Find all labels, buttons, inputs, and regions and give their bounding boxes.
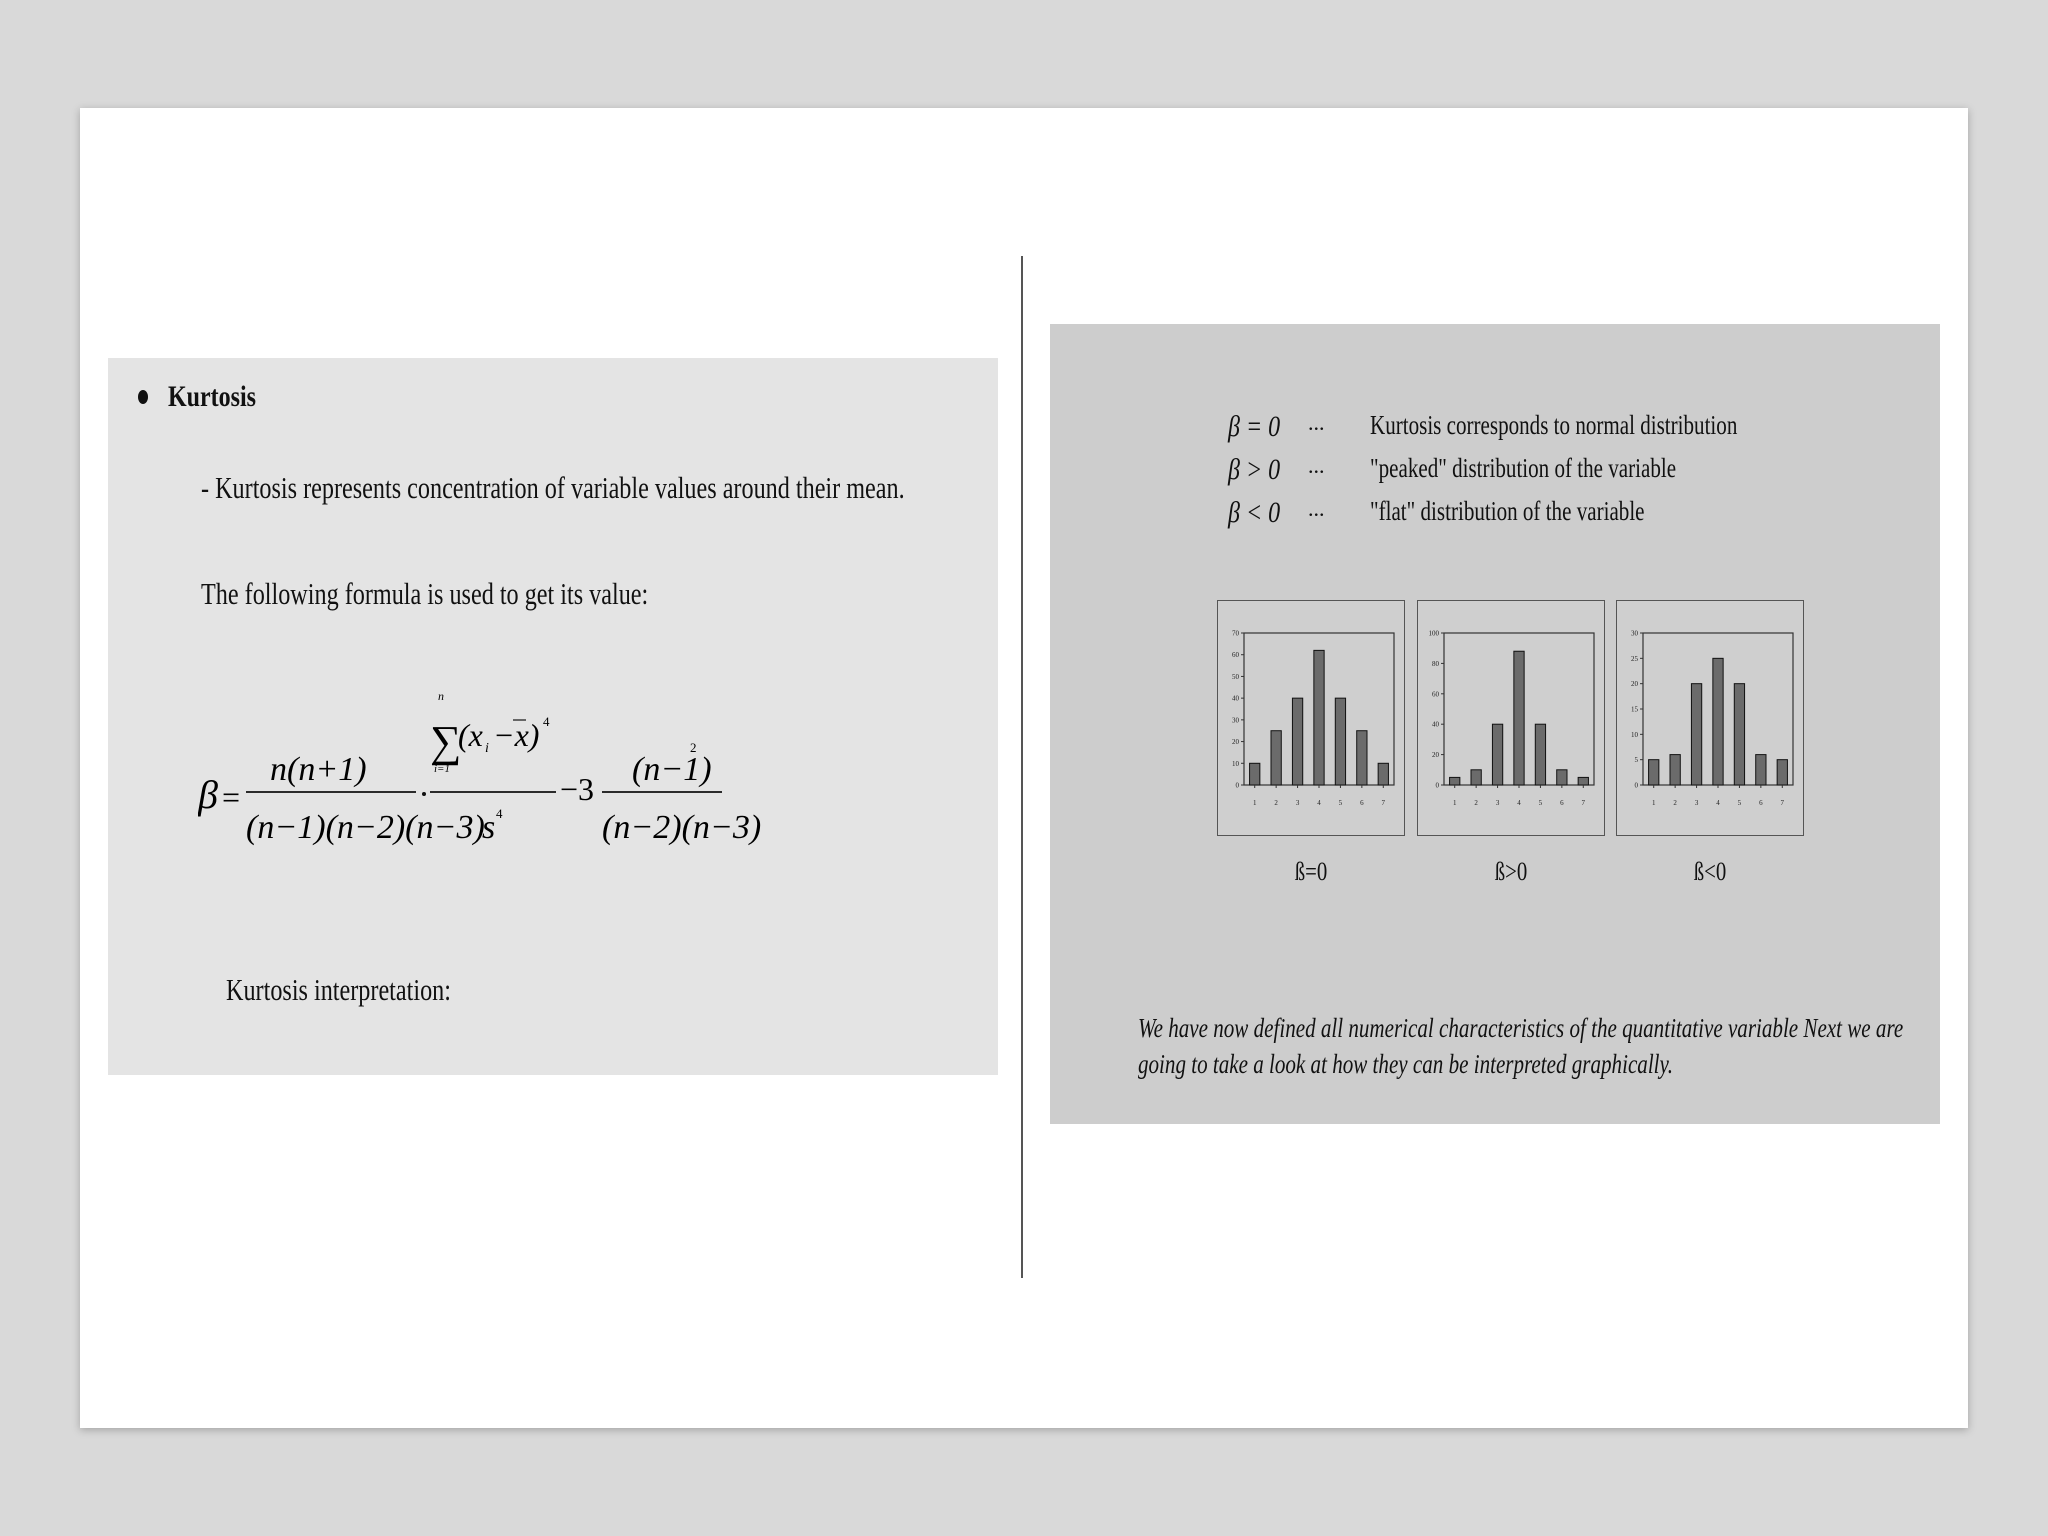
y-tick-label-peaked-1: 20 [1432, 751, 1439, 760]
svg-text:s: s [482, 809, 496, 846]
x-tick-label-normal-5: 5 [1338, 799, 1343, 807]
x-tick-label-peaked-3: 3 [1495, 799, 1500, 807]
formula-intro: The following formula is used to get its value: [201, 576, 649, 611]
caption-peaked: ß>0 [1494, 857, 1528, 886]
y-tick-label-flat-3: 15 [1631, 705, 1638, 714]
condition-positive: β > 0 [1228, 453, 1281, 486]
x-tick-label-normal-6: 6 [1360, 799, 1364, 807]
bar-normal-1 [1250, 763, 1260, 785]
y-tick-label-flat-2: 10 [1631, 730, 1638, 739]
y-tick-label-flat-1: 5 [1634, 756, 1638, 765]
svg-text:β: β [198, 772, 218, 817]
y-tick-label-flat-6: 30 [1631, 629, 1638, 638]
svg-text:n: n [438, 690, 444, 703]
y-tick-label-normal-1: 10 [1232, 759, 1239, 768]
bar-flat-5 [1734, 684, 1744, 785]
x-tick-label-peaked-1: 1 [1452, 799, 1457, 807]
histogram-normal [1217, 600, 1405, 836]
heading-text: Kurtosis [168, 380, 257, 413]
condition-negative: β < 0 [1228, 496, 1281, 529]
x-tick-label-flat-5: 5 [1737, 799, 1742, 807]
svg-text:=: = [222, 779, 241, 815]
kurtosis-formula [198, 690, 798, 880]
dots-zero: ... [1308, 410, 1325, 435]
text-positive: "peaked" distribution of the variable [1370, 453, 1677, 483]
caption-flat: ß<0 [1693, 857, 1727, 886]
x-tick-label-normal-7: 7 [1381, 799, 1386, 807]
x-tick-label-peaked-7: 7 [1581, 799, 1586, 807]
y-tick-label-peaked-5: 100 [1428, 629, 1439, 638]
svg-text:−3: −3 [560, 771, 595, 807]
kurtosis-slide [108, 358, 998, 1075]
definition-text: - Kurtosis represents concentration of variable values around their mean. [201, 470, 905, 505]
y-tick-label-peaked-4: 80 [1432, 659, 1439, 668]
x-tick-label-flat-4: 4 [1716, 799, 1720, 807]
bar-flat-7 [1777, 760, 1787, 785]
document-page [80, 108, 1968, 1428]
svg-text:4: 4 [543, 714, 550, 729]
x-tick-label-flat-6: 6 [1759, 799, 1763, 807]
x-tick-label-peaked-2: 2 [1474, 799, 1478, 807]
bar-normal-4 [1314, 650, 1324, 785]
bar-peaked-7 [1578, 777, 1588, 785]
x-tick-label-normal-3: 3 [1295, 799, 1300, 807]
svg-text:−x): −x) [493, 717, 540, 753]
condition-zero: β = 0 [1228, 410, 1281, 443]
y-tick-label-peaked-2: 40 [1432, 720, 1439, 729]
bar-peaked-4 [1514, 651, 1524, 785]
bullet-icon [138, 390, 148, 404]
bar-peaked-5 [1535, 724, 1545, 785]
histogram-flat-svg [1617, 601, 1805, 837]
x-tick-label-normal-1: 1 [1252, 799, 1257, 807]
x-tick-label-flat-3: 3 [1694, 799, 1699, 807]
y-tick-label-normal-2: 20 [1232, 738, 1239, 747]
svg-text:(n−1): (n−1) [632, 751, 712, 788]
svg-text:∑: ∑ [430, 717, 462, 766]
y-tick-label-normal-0: 0 [1235, 781, 1239, 790]
closing-line-2: going to take a look at how they can be interpreted graphically. [1138, 1049, 1673, 1079]
y-tick-label-flat-0: 0 [1634, 781, 1638, 790]
bar-normal-7 [1378, 763, 1388, 785]
bar-flat-1 [1649, 760, 1659, 785]
text-zero: Kurtosis corresponds to normal distribution [1370, 410, 1738, 440]
bar-peaked-6 [1557, 770, 1567, 785]
y-tick-label-normal-6: 60 [1232, 651, 1239, 660]
dots-positive: ... [1308, 453, 1325, 478]
y-tick-label-normal-5: 50 [1232, 672, 1239, 681]
histogram-flat [1616, 600, 1804, 836]
bar-normal-2 [1271, 731, 1281, 785]
page-divider [1021, 256, 1023, 1278]
y-tick-label-normal-7: 70 [1232, 629, 1239, 638]
closing-paragraph [1138, 1010, 1904, 1082]
x-tick-label-normal-4: 4 [1317, 799, 1321, 807]
slide-heading [168, 380, 278, 414]
bar-peaked-1 [1450, 777, 1460, 785]
svg-text:i=1: i=1 [434, 763, 450, 775]
svg-text:4: 4 [496, 806, 503, 821]
x-tick-label-peaked-4: 4 [1517, 799, 1521, 807]
bar-flat-6 [1756, 755, 1766, 785]
x-tick-label-peaked-6: 6 [1560, 799, 1564, 807]
y-tick-label-normal-4: 40 [1232, 694, 1239, 703]
svg-text:(n−2)(n−3): (n−2)(n−3) [602, 809, 762, 846]
closing-line-1: We have now defined all numerical characteristics of the quantitative variable Next we are [1138, 1013, 1904, 1043]
bar-flat-2 [1670, 755, 1680, 785]
x-tick-label-normal-2: 2 [1274, 799, 1278, 807]
x-tick-label-peaked-5: 5 [1538, 799, 1543, 807]
svg-text:(x: (x [458, 717, 483, 753]
formula-graphic [198, 690, 798, 880]
x-tick-label-flat-1: 1 [1651, 799, 1656, 807]
svg-text:i: i [485, 741, 489, 756]
histogram-peaked [1417, 600, 1605, 836]
y-tick-label-peaked-3: 60 [1432, 690, 1439, 699]
bar-normal-6 [1357, 731, 1367, 785]
text-negative: "flat" distribution of the variable [1370, 496, 1645, 526]
svg-text:(n−1)(n−2)(n−3): (n−1)(n−2)(n−3) [246, 809, 485, 846]
histogram-normal-svg [1218, 601, 1406, 837]
y-tick-label-normal-3: 30 [1232, 716, 1239, 725]
bar-peaked-2 [1471, 770, 1481, 785]
interpretation-label: Kurtosis interpretation: [226, 972, 451, 1007]
bar-normal-5 [1335, 698, 1345, 785]
caption-normal: ß=0 [1294, 857, 1328, 886]
interpretation-slide [1050, 324, 1940, 1124]
x-tick-label-flat-2: 2 [1673, 799, 1677, 807]
dots-negative: ... [1308, 496, 1325, 521]
bar-flat-3 [1691, 684, 1701, 785]
histogram-peaked-svg [1418, 601, 1606, 837]
y-tick-label-peaked-0: 0 [1435, 781, 1439, 790]
x-tick-label-flat-7: 7 [1780, 799, 1785, 807]
bar-peaked-3 [1492, 724, 1502, 785]
y-tick-label-flat-4: 20 [1631, 680, 1638, 689]
y-tick-label-flat-5: 25 [1631, 654, 1638, 663]
bar-normal-3 [1292, 698, 1302, 785]
svg-text:2: 2 [690, 740, 697, 755]
svg-text:n(n+1): n(n+1) [270, 751, 367, 788]
bar-flat-4 [1713, 658, 1723, 785]
